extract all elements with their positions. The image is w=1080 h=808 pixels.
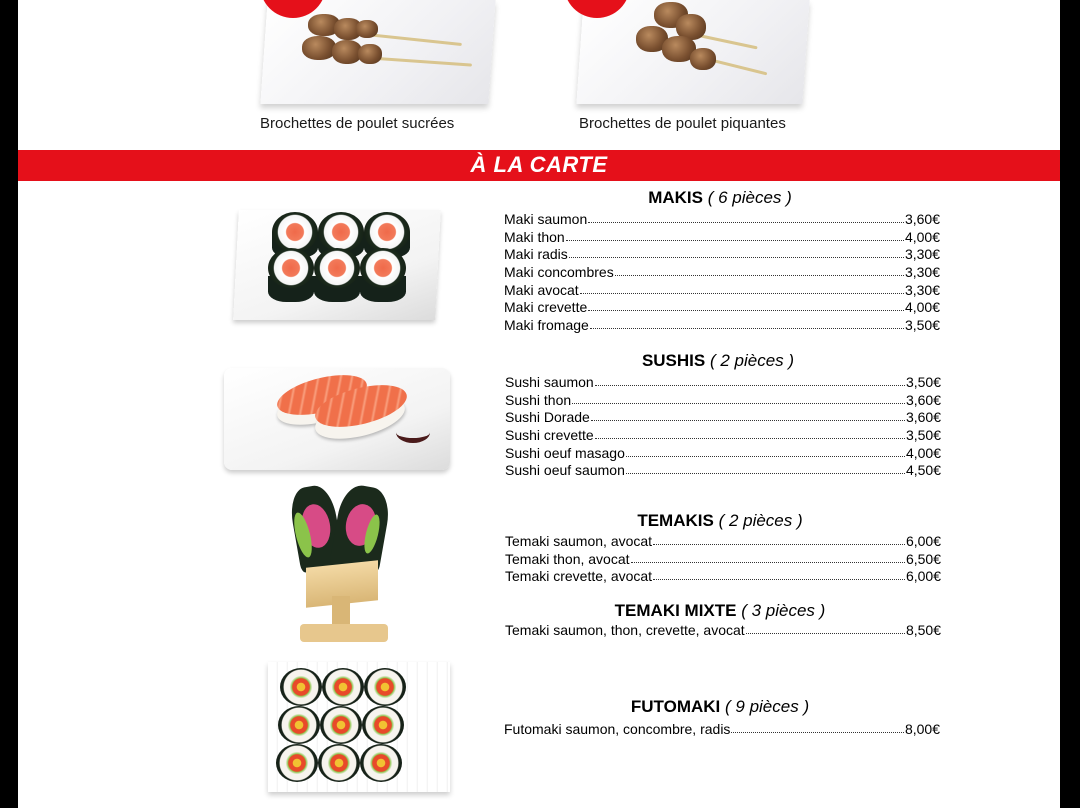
item-price: 6,00€ (905, 533, 941, 549)
skewer-photo-sweet (256, 0, 496, 110)
menu-item (505, 622, 941, 640)
item-price: 4,00€ (904, 228, 940, 245)
menu-item (504, 211, 940, 229)
section-title-temaki-mixte (500, 601, 940, 621)
section-pieces: ( 2 pièces ) (709, 351, 795, 370)
item-name: Maki concombres (504, 264, 614, 281)
menu-item (504, 299, 940, 317)
menu-item (505, 374, 941, 392)
menu-page (18, 0, 1060, 808)
menu-item (505, 427, 941, 445)
item-price: 3,30€ (904, 281, 940, 298)
menu-item (504, 282, 940, 300)
menu-item (505, 409, 941, 427)
section-pieces: ( 9 pièces ) (725, 697, 810, 716)
section-banner (18, 150, 1060, 181)
menu-item (504, 264, 940, 282)
menu-item (505, 551, 941, 569)
item-price: 6,50€ (905, 550, 941, 567)
section-pieces: ( 2 pièces ) (718, 511, 803, 530)
section-name: MAKIS (648, 188, 703, 207)
item-price: 6,00€ (905, 568, 941, 585)
item-name: Temaki crevette, avocat (505, 568, 653, 585)
item-name: Maki saumon (504, 211, 588, 227)
menu-list-sushis (505, 374, 941, 480)
section-title-futomaki (500, 697, 940, 717)
item-price: 3,30€ (904, 246, 940, 263)
menu-list-futomaki (504, 721, 940, 739)
banner-title: À LA CARTE (470, 152, 608, 177)
sushi-photo (220, 366, 454, 474)
menu-list-makis (504, 211, 940, 335)
item-price: 3,60€ (905, 409, 941, 426)
menu-item (504, 229, 940, 247)
section-name: TEMAKIS (637, 511, 714, 530)
item-name: Maki crevette (504, 299, 588, 316)
item-name: Sushi thon (505, 391, 572, 408)
section-name: SUSHIS (641, 351, 706, 370)
item-price: 3,30€ (904, 264, 940, 281)
section-pieces: ( 6 pièces ) (707, 188, 792, 207)
item-price: 4,00€ (905, 444, 941, 461)
item-price: 4,50€ (905, 462, 941, 479)
section-name: TEMAKI MIXTE (614, 601, 737, 620)
item-name: Temaki thon, avocat (505, 550, 630, 567)
item-name: Maki radis (504, 246, 568, 263)
futomaki-photo (264, 660, 454, 796)
section-name: FUTOMAKI (630, 697, 721, 716)
section-title-sushis (498, 351, 938, 371)
menu-item (505, 445, 941, 463)
section-title-temakis (500, 511, 940, 531)
menu-item (505, 568, 941, 586)
section-title-makis (500, 188, 940, 208)
item-name: Futomaki saumon, concombre, radis (504, 721, 731, 737)
item-name: Sushi Dorade (505, 409, 590, 426)
item-price: 3,50€ (905, 427, 941, 444)
item-price: 3,60€ (905, 391, 941, 408)
item-price: 8,50€ (905, 622, 941, 638)
item-price: 8,00€ (904, 721, 940, 737)
item-name: Temaki saumon, avocat (505, 533, 653, 549)
item-name: Sushi saumon (505, 374, 594, 390)
maki-photo (234, 206, 442, 324)
menu-item (505, 533, 941, 551)
item-name: Sushi oeuf saumon (505, 462, 625, 479)
item-price: 3,60€ (904, 211, 940, 227)
menu-item (505, 462, 941, 480)
menu-item (504, 246, 940, 264)
item-price: 3,50€ (905, 374, 941, 390)
item-name: Maki fromage (504, 317, 589, 334)
menu-list-temakis (505, 533, 941, 586)
item-name: Sushi crevette (505, 427, 594, 444)
menu-item (504, 317, 940, 335)
item-name: Sushi oeuf masago (505, 444, 625, 461)
section-pieces: ( 3 pièces ) (741, 601, 826, 620)
temaki-photo (280, 486, 400, 648)
menu-item (504, 721, 940, 739)
skewer-photo-spicy (566, 0, 816, 110)
item-price: 3,50€ (904, 317, 940, 334)
item-price: 4,00€ (904, 299, 940, 316)
item-name: Maki avocat (504, 281, 579, 298)
item-name: Temaki saumon, thon, crevette, avocat (505, 622, 745, 638)
caption-skewers-sweet: Brochettes de poulet sucrées (260, 115, 455, 132)
item-name: Maki thon (504, 228, 565, 245)
menu-item (505, 392, 941, 410)
caption-skewers-spicy: Brochettes de poulet piquantes (579, 115, 786, 132)
menu-list-temaki-mixte (505, 622, 941, 640)
